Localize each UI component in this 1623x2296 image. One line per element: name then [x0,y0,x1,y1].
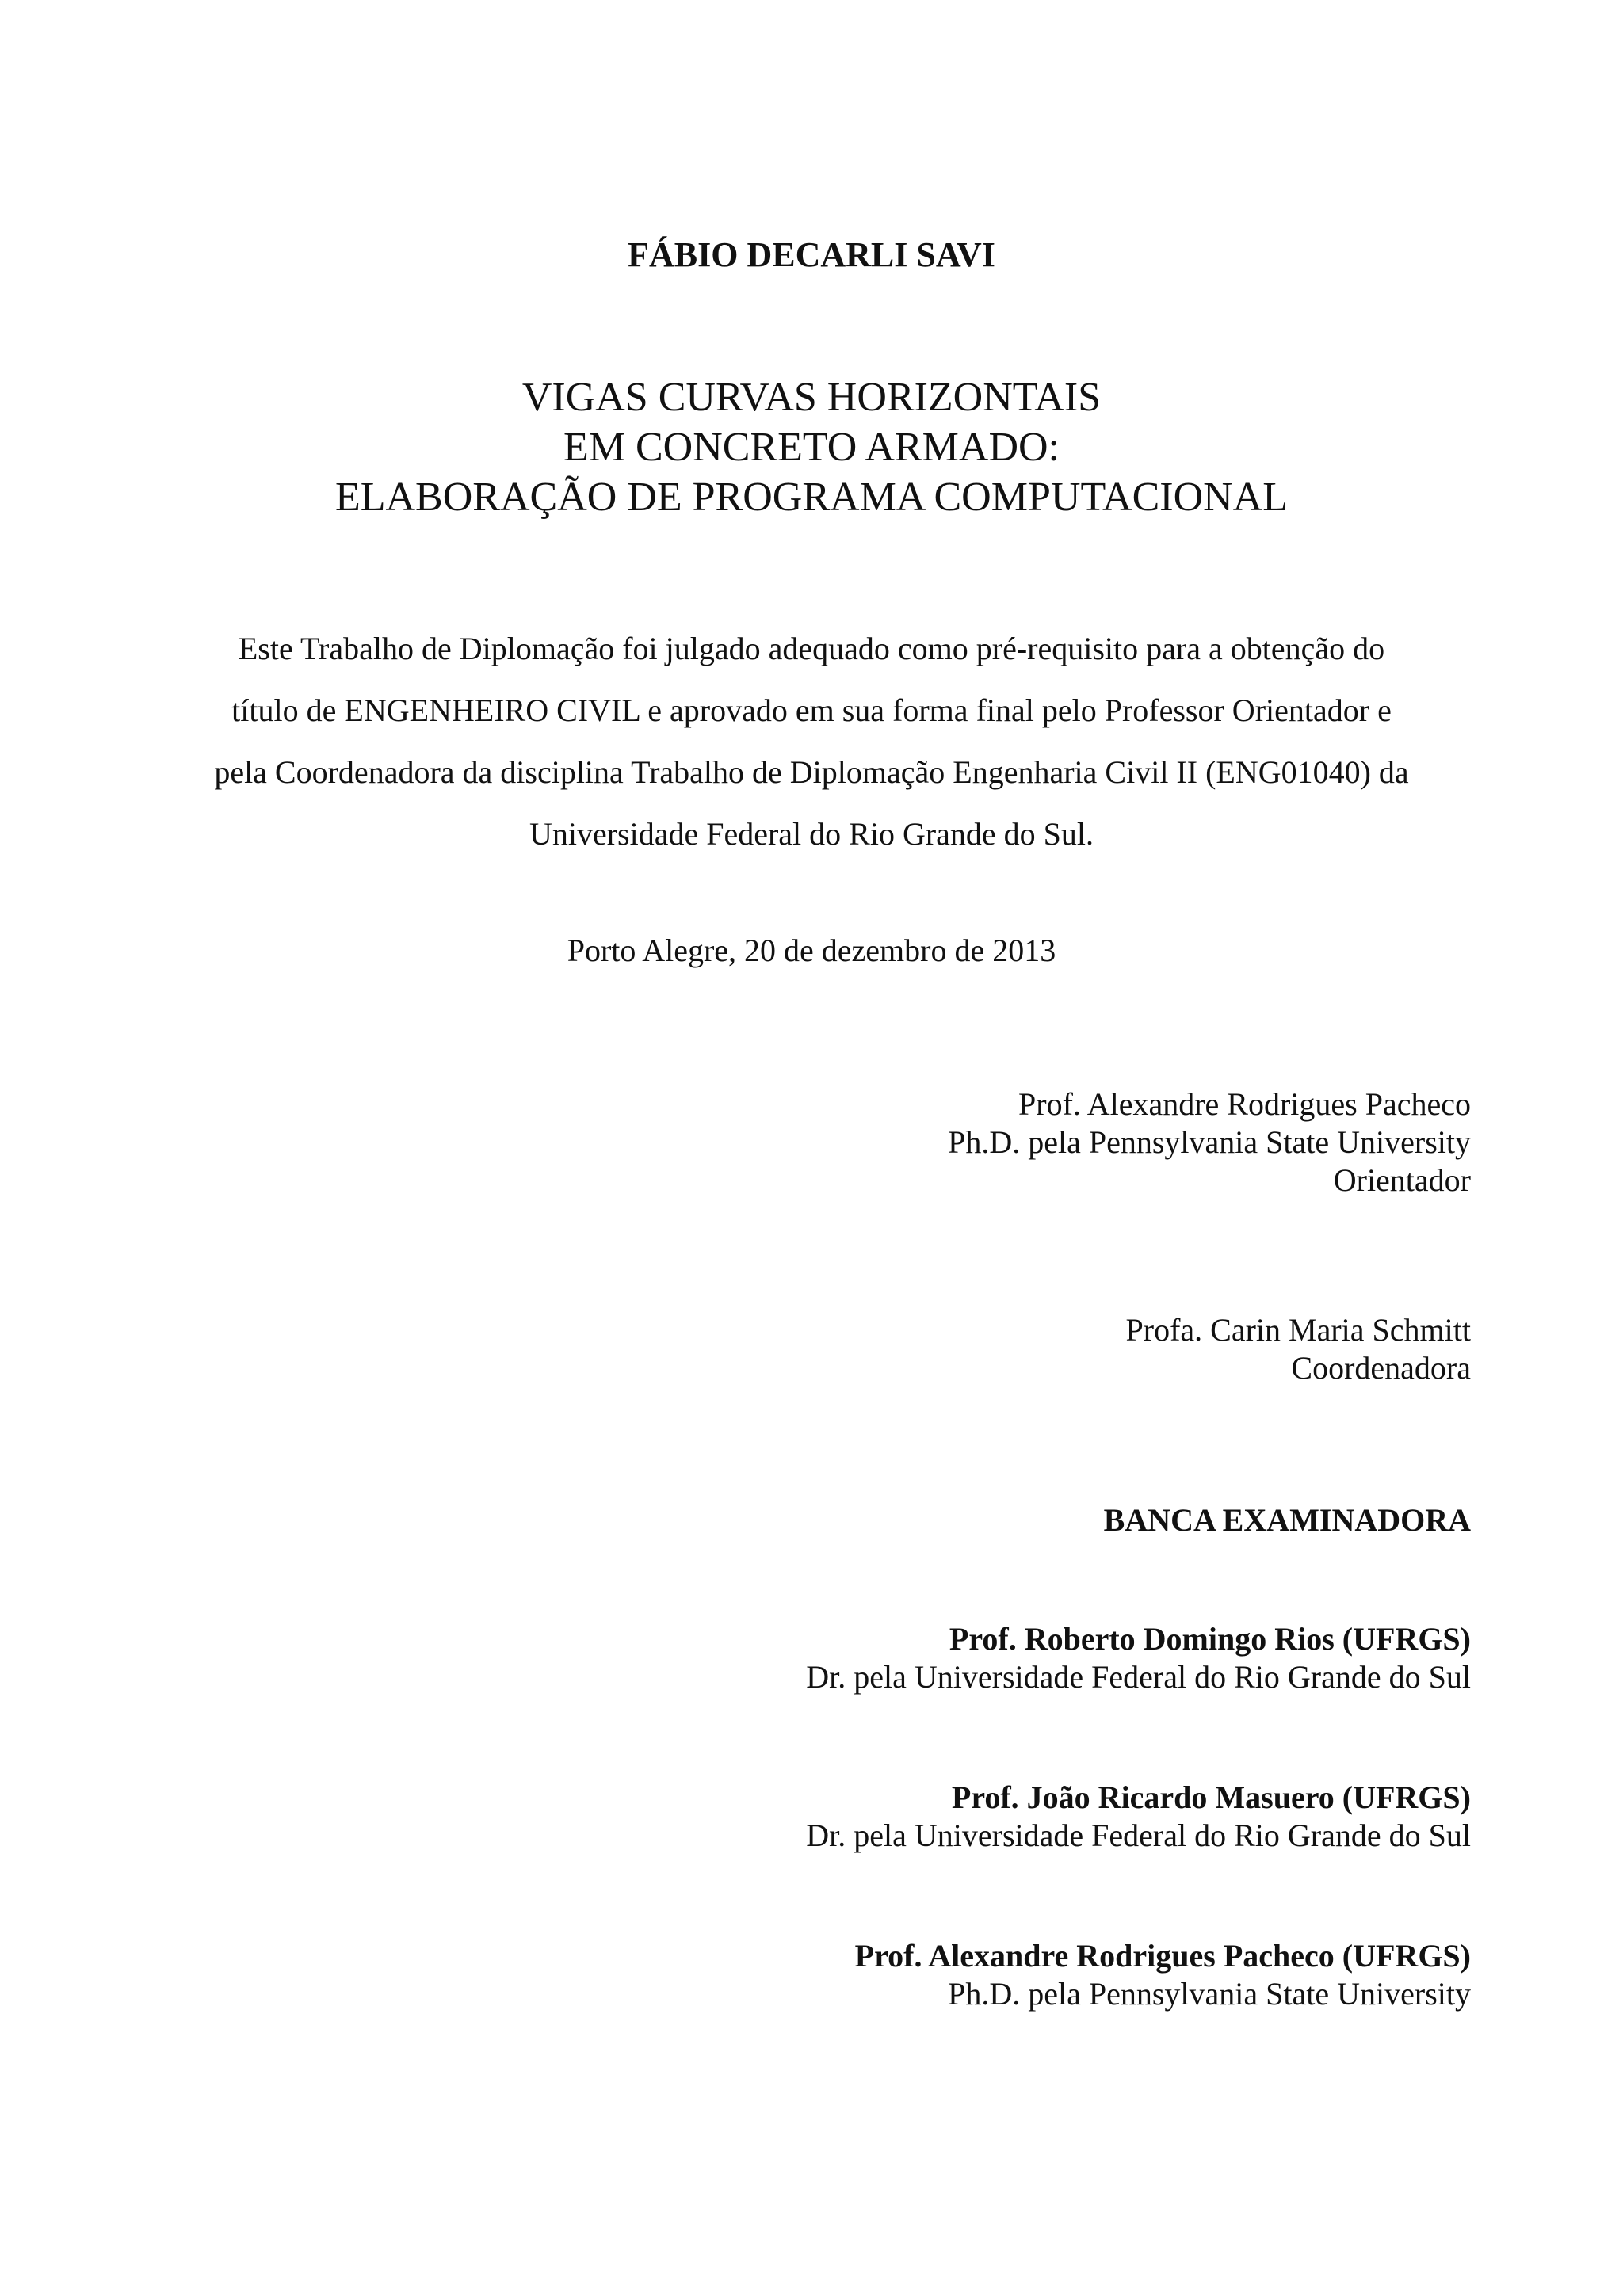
member-degree: Dr. pela Universidade Federal do Rio Grande do Sul [806,1659,1471,1695]
member-degree: Dr. pela Universidade Federal do Rio Grande do Sul [806,1817,1471,1853]
orientador-role: Orientador [1333,1162,1471,1198]
approval-line: título de ENGENHEIRO CIVIL e aprovado em sua forma final pelo Professor Orientador e [231,692,1392,728]
banca-member [634,1779,1471,1855]
approval-line: pela Coordenadora da disciplina Trabalho de Diplomação Engenharia Civil II (ENG01040) da [214,754,1409,790]
coordenadora-block [634,1311,1471,1387]
author-name: FÁBIO DECARLI SAVI [628,235,995,274]
approval-statement [198,618,1425,865]
coordenadora-role: Coordenadora [1291,1350,1471,1386]
orientador-block [634,1085,1471,1199]
member-name: Prof. Roberto Domingo Rios (UFRGS) [949,1621,1471,1657]
banca-member [634,1937,1471,2013]
orientador-degree: Ph.D. pela Pennsylvania State University [948,1124,1471,1160]
title-line: VIGAS CURVAS HORIZONTAIS [521,375,1102,420]
member-degree: Ph.D. pela Pennsylvania State University [948,1976,1471,2012]
place-date: Porto Alegre, 20 de dezembro de 2013 [567,933,1056,968]
member-name: Prof. João Ricardo Masuero (UFRGS) [951,1779,1471,1815]
member-name: Prof. Alexandre Rodrigues Pacheco (UFRGS) [854,1938,1471,1974]
orientador-name: Prof. Alexandre Rodrigues Pacheco [1018,1086,1471,1122]
banca-heading: BANCA EXAMINADORA [1103,1502,1471,1538]
thesis-title [0,372,1623,522]
banca-member [634,1620,1471,1696]
title-line: ELABORAÇÃO DE PROGRAMA COMPUTACIONAL [334,475,1289,520]
coordenadora-name: Profa. Carin Maria Schmitt [1125,1312,1471,1348]
approval-line: Este Trabalho de Diplomação foi julgado adequado como pré-requisito para a obtenção do [238,631,1385,666]
title-line: EM CONCRETO ARMADO: [563,425,1060,470]
approval-line: Universidade Federal do Rio Grande do Sul. [529,816,1094,852]
